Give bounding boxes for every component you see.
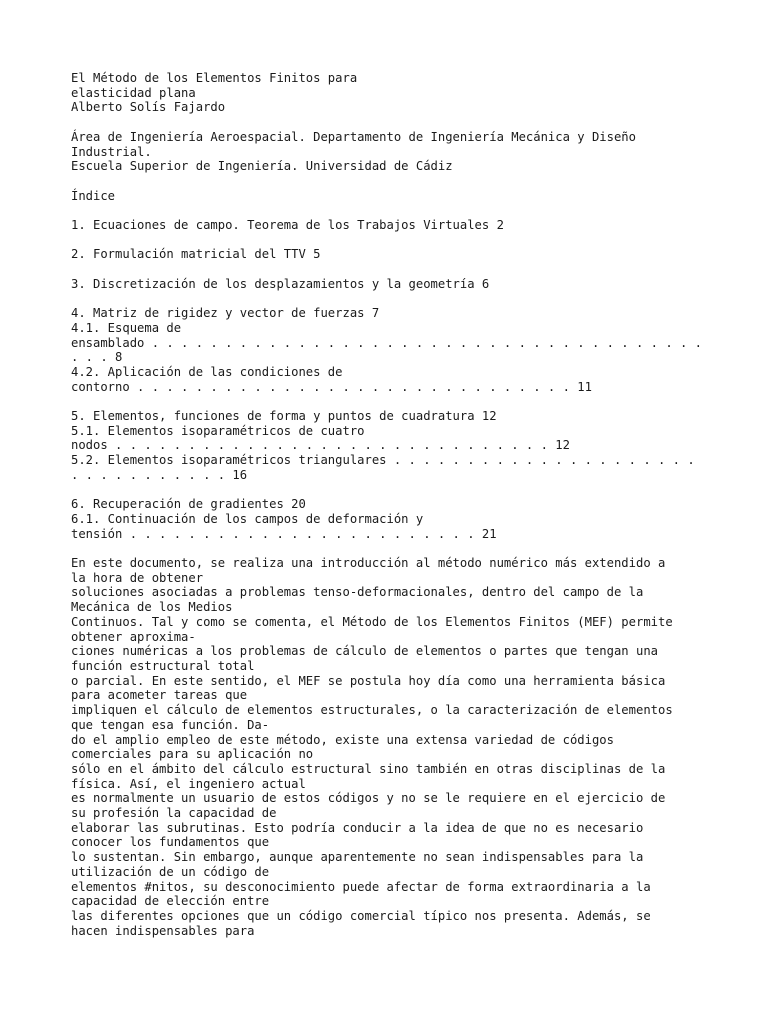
body-line: sólo en el ámbito del cálculo estructural sino también en otras disciplinas de la — [71, 761, 666, 776]
body-line: obtener aproxima- — [71, 629, 196, 644]
body-line: ciones numéricas a los problemas de cálculo de elementos o partes que tengan una — [71, 644, 658, 659]
body-line: lo sustentan. Sin embargo, aunque aparentemente no sean indispensables para la — [71, 850, 644, 865]
body-line: que tengan esa función. Da- — [71, 717, 270, 732]
affiliation-line: Industrial. — [71, 144, 152, 159]
spacer — [71, 394, 711, 409]
title-line: elasticidad plana — [71, 85, 196, 100]
toc-entry-5-1-leader: nodos . . . . . . . . . . . . . . . . . . . . . . . . . . . . . . 12 — [71, 438, 570, 453]
toc-entry-4-1-page: . . . 8 — [71, 350, 123, 365]
toc-entry-5-2: 5.2. Elementos isoparamétricos triangulares . . . . . . . . . . . . . . . . . . . . . — [71, 453, 695, 468]
body-line: Continuos. Tal y como se comenta, el Método de los Elementos Finitos (MEF) permite — [71, 614, 673, 629]
body-line: conocer los fundamentos que — [71, 835, 270, 850]
toc-entry-5-2-page: . . . . . . . . . . . 16 — [71, 467, 248, 482]
body-line: soluciones asociadas a problemas tenso-deformacionales, dentro del campo de la — [71, 585, 644, 600]
body-line: capacidad de elección entre — [71, 894, 270, 909]
toc-entry-6: 6. Recuperación de gradientes 20 — [71, 497, 306, 512]
document-page — [71, 71, 711, 938]
body-line: o parcial. En este sentido, el MEF se postula hoy día como una herramienta básica — [71, 673, 666, 688]
affiliation-line: Escuela Superior de Ingeniería. Universidad de Cádiz — [71, 159, 453, 174]
spacer — [71, 203, 711, 218]
toc-entry-4-1: 4.1. Esquema de — [71, 320, 182, 335]
toc-entry-6-1: 6.1. Continuación de los campos de deformación y — [71, 511, 424, 526]
toc-entry-6-1-leader: tensión . . . . . . . . . . . . . . . . . . . . . . . . 21 — [71, 526, 497, 541]
body-line: función estructural total — [71, 658, 255, 673]
index-heading: Índice — [71, 188, 116, 203]
toc-entry-4-1-leader: ensamblado . . . . . . . . . . . . . . . . . . . . . . . . . . . . . . . . . . . . . . — [71, 335, 703, 350]
toc-entry-1: 1. Ecuaciones de campo. Teorema de los Trabajos Virtuales 2 — [71, 217, 504, 232]
body-line: física. Así, el ingeniero actual — [71, 776, 306, 791]
body-line: utilización de un código de — [71, 864, 270, 879]
body-line: comerciales para su aplicación no — [71, 747, 314, 762]
body-line: elaborar las subrutinas. Esto podría conducir a la idea de que no es necesario — [71, 820, 644, 835]
body-line: do el amplio empleo de este método, existe una extensa variedad de códigos — [71, 732, 614, 747]
toc-entry-4-2: 4.2. Aplicación de las condiciones de — [71, 364, 343, 379]
body-line: para acometer tareas que — [71, 688, 248, 703]
spacer — [71, 483, 711, 498]
body-line: es normalmente un usuario de estos códigos y no se le requiere en el ejercicio de — [71, 791, 666, 806]
toc-entry-5-1: 5.1. Elementos isoparamétricos de cuatro — [71, 423, 365, 438]
spacer — [71, 233, 711, 248]
toc-entry-4: 4. Matriz de rigidez y vector de fuerzas 7 — [71, 306, 380, 321]
body-line: impliquen el cálculo de elementos estructurales, o la caracterización de elementos — [71, 703, 673, 718]
toc-entry-3: 3. Discretización de los desplazamientos y la geometría 6 — [71, 276, 490, 291]
body-line: elementos #nitos, su desconocimiento puede afectar de forma extraordinaria a la — [71, 879, 651, 894]
body-line: Mecánica de los Medios — [71, 600, 233, 615]
body-line: su profesión la capacidad de — [71, 806, 277, 821]
toc-entry-4-2-leader: contorno . . . . . . . . . . . . . . . . . . . . . . . . . . . . . . 11 — [71, 379, 592, 394]
body-paragraph — [71, 556, 711, 938]
author-name: Alberto Solís Fajardo — [71, 100, 226, 115]
spacer — [71, 174, 711, 189]
affiliation-line: Área de Ingeniería Aeroespacial. Departamento de Ingeniería Mecánica y Diseño — [71, 129, 636, 144]
body-line: hacen indispensables para — [71, 923, 255, 938]
title-line: El Método de los Elementos Finitos para — [71, 71, 358, 85]
toc-entry-2: 2. Formulación matricial del TTV 5 — [71, 247, 321, 262]
toc-entry-5: 5. Elementos, funciones de forma y puntos de cuadratura 12 — [71, 409, 497, 424]
spacer — [71, 291, 711, 306]
body-line: las diferentes opciones que un código comercial típico nos presenta. Además, se — [71, 908, 651, 923]
spacer — [71, 115, 711, 130]
spacer — [71, 262, 711, 277]
body-line: En este documento, se realiza una introducción al método numérico más extendido a — [71, 556, 666, 571]
body-line: la hora de obtener — [71, 570, 204, 585]
spacer — [71, 541, 711, 556]
